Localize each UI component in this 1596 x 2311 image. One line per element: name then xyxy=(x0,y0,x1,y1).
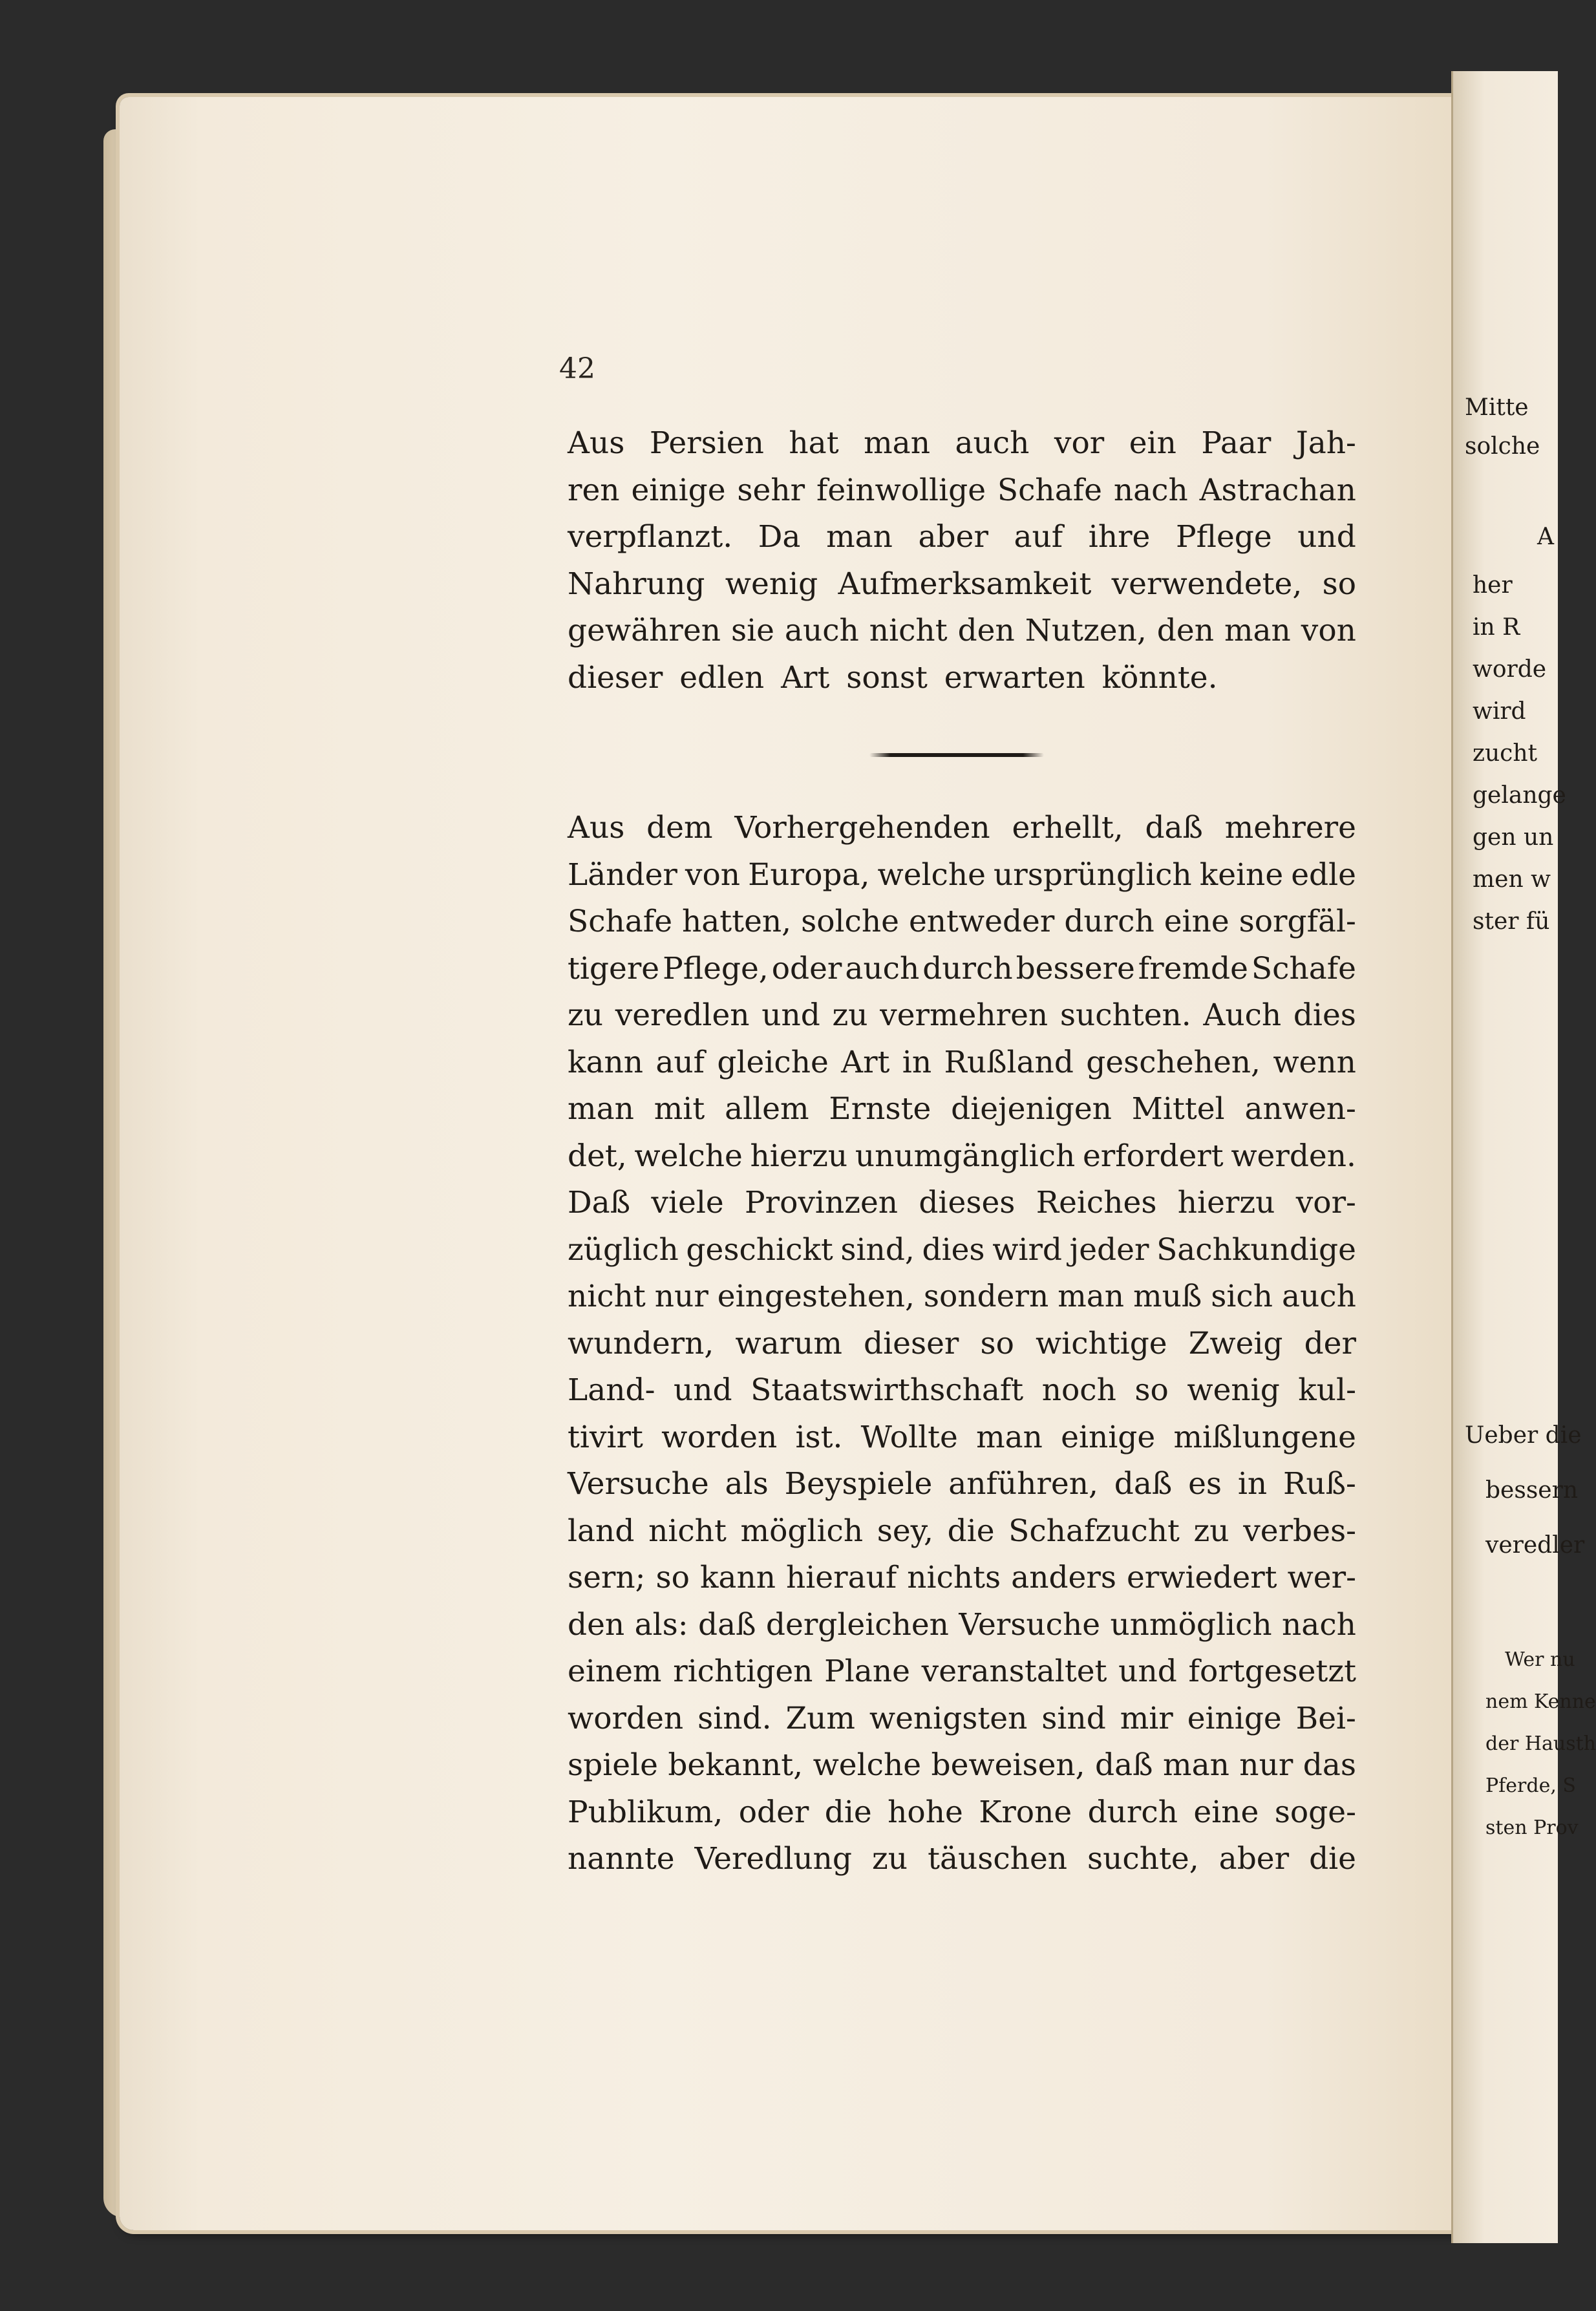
word: nichts xyxy=(907,1560,1001,1595)
word: Zweig xyxy=(1188,1325,1283,1361)
word: edle xyxy=(1291,857,1356,893)
word: durch xyxy=(1087,1794,1178,1830)
word: dies xyxy=(922,1231,985,1268)
word: nicht xyxy=(869,613,948,648)
word: auch xyxy=(955,425,1030,461)
word: zu xyxy=(832,997,868,1033)
word: hierzu xyxy=(1177,1185,1275,1220)
facing-page-fragment: sten Prov xyxy=(1485,1816,1579,1839)
word: daß xyxy=(1145,810,1203,846)
word: dem xyxy=(646,810,713,846)
word: in xyxy=(902,1044,932,1080)
word: viele xyxy=(651,1185,724,1220)
facing-page-fragment: zucht xyxy=(1473,740,1537,767)
word: fortgesetzt xyxy=(1188,1654,1356,1689)
word: soge- xyxy=(1274,1794,1356,1830)
word: Bei- xyxy=(1295,1700,1356,1736)
word: vermehren xyxy=(880,997,1048,1033)
word: erhellt, xyxy=(1012,810,1123,846)
word: nach xyxy=(1113,472,1188,508)
word: kann xyxy=(699,1560,776,1595)
word: veredlen xyxy=(615,997,750,1033)
word: sich xyxy=(1211,1279,1273,1314)
word: so xyxy=(980,1325,1014,1361)
word: Rußland xyxy=(944,1044,1074,1080)
section-divider xyxy=(869,753,1044,757)
word: sondern xyxy=(923,1279,1049,1314)
facing-page-fragment: Wer nu xyxy=(1505,1648,1575,1671)
text-line xyxy=(568,1602,1356,1649)
word: man xyxy=(1224,613,1291,648)
word: Daß xyxy=(568,1185,631,1220)
word: dieses xyxy=(919,1185,1016,1220)
word: einige xyxy=(1187,1700,1282,1736)
word: worden xyxy=(568,1700,684,1736)
word: ein xyxy=(1129,425,1176,461)
word: Zum xyxy=(785,1700,855,1736)
facing-page-fragment: gelange xyxy=(1473,782,1566,809)
text-line xyxy=(568,1555,1356,1602)
text-line xyxy=(568,420,1356,467)
word: gleiche xyxy=(717,1044,829,1080)
word: oder xyxy=(738,1794,809,1830)
text-line xyxy=(568,1414,1356,1462)
word: als xyxy=(725,1466,769,1502)
facing-page-fragment: gen un xyxy=(1473,824,1554,851)
word: die xyxy=(824,1794,872,1830)
word: solche xyxy=(801,904,899,939)
word: Schafe xyxy=(568,904,673,939)
word: man xyxy=(864,425,930,461)
word: diejenigen xyxy=(951,1091,1112,1127)
word: Land- xyxy=(568,1372,655,1408)
word: Schafe xyxy=(1251,950,1356,986)
word: sonst xyxy=(846,659,928,696)
text-line xyxy=(568,1648,1356,1696)
word: kul- xyxy=(1298,1372,1356,1408)
word: Publikum, xyxy=(568,1794,723,1830)
word: kann xyxy=(568,1044,644,1080)
word: feinwollige xyxy=(816,472,986,508)
word: sind, xyxy=(840,1231,915,1268)
word: züglich xyxy=(568,1231,679,1268)
text-line xyxy=(568,561,1356,608)
word: als: xyxy=(634,1606,688,1643)
word: Versuche xyxy=(568,1466,709,1502)
facing-page-fragment: der Hausth xyxy=(1485,1732,1596,1755)
word: gewähren xyxy=(568,613,721,648)
word: Persien xyxy=(649,425,764,461)
word: auch xyxy=(1282,1279,1356,1314)
word: die xyxy=(947,1513,995,1549)
word: durch xyxy=(922,950,1013,986)
text-line xyxy=(568,1836,1356,1883)
word: zu xyxy=(1193,1513,1229,1549)
word: es xyxy=(1188,1466,1222,1502)
facing-page-fragment: worde xyxy=(1473,656,1547,683)
word: suchten. xyxy=(1059,997,1191,1033)
word: Aufmerksamkeit xyxy=(838,566,1092,602)
word: geschickt xyxy=(686,1231,833,1268)
word: die xyxy=(1309,1841,1356,1877)
word: Paar xyxy=(1201,425,1271,461)
word: hierauf xyxy=(785,1560,897,1595)
word: daß xyxy=(1095,1747,1153,1783)
text-line xyxy=(568,852,1356,899)
word: anders xyxy=(1011,1560,1116,1595)
word: zu xyxy=(568,997,604,1033)
facing-page-fragment: ster fü xyxy=(1473,908,1550,935)
facing-page-fragment: nem Kenne xyxy=(1485,1690,1596,1713)
text-line xyxy=(568,1367,1356,1414)
word: auf xyxy=(1014,519,1063,555)
word: Schafzucht xyxy=(1008,1513,1180,1549)
word: könnte. xyxy=(1101,659,1218,696)
word: worden xyxy=(661,1419,778,1455)
word: man xyxy=(1163,1747,1229,1783)
word: keine xyxy=(1199,857,1284,893)
word: von xyxy=(1301,613,1356,648)
word: und xyxy=(674,1372,732,1408)
facing-page-fragment: veredler xyxy=(1485,1532,1585,1559)
word: Sachkundige xyxy=(1156,1231,1356,1268)
word: unumgänglich xyxy=(855,1138,1076,1174)
word: mißlungene xyxy=(1173,1419,1356,1455)
word: erfordert xyxy=(1082,1138,1224,1174)
word: in xyxy=(1237,1466,1268,1502)
word: sorgfäl- xyxy=(1239,904,1356,939)
word: Krone xyxy=(979,1794,1072,1830)
text-line xyxy=(568,992,1356,1039)
facing-page-fragment: Pferde, S xyxy=(1485,1774,1576,1797)
word: erwiedert xyxy=(1126,1560,1277,1595)
word: muß xyxy=(1133,1279,1202,1314)
word: Nahrung xyxy=(568,566,705,602)
word: Jah- xyxy=(1295,425,1356,461)
word: dergleichen xyxy=(765,1606,949,1643)
word: auf xyxy=(655,1044,705,1080)
word: erwarten xyxy=(944,659,1085,696)
facing-page-fragment: bessern xyxy=(1485,1477,1578,1504)
word: verbes- xyxy=(1243,1513,1356,1549)
word: man xyxy=(568,1091,634,1127)
word: Aus xyxy=(568,425,625,461)
word: sern; xyxy=(568,1560,646,1595)
word: nur xyxy=(1239,1747,1293,1783)
word: daß xyxy=(1114,1466,1173,1502)
word: eingestehen, xyxy=(717,1279,915,1314)
word: Reiches xyxy=(1036,1185,1157,1220)
word: richtigen xyxy=(673,1654,813,1689)
facing-page-fragment: solche xyxy=(1465,433,1540,460)
word: täuschen xyxy=(928,1841,1068,1877)
paragraph-1 xyxy=(568,420,1356,701)
word: entweder xyxy=(908,904,1055,939)
word: auch xyxy=(784,613,859,648)
word: Art xyxy=(781,659,830,696)
paragraph-2 xyxy=(568,805,1356,1883)
word: wichtige xyxy=(1035,1325,1167,1361)
word: Pflege xyxy=(1175,519,1272,555)
word: welche xyxy=(877,857,986,893)
word: suchte, xyxy=(1087,1841,1199,1877)
word: jeder xyxy=(1069,1231,1149,1268)
word: edlen xyxy=(679,659,765,696)
word: wenig xyxy=(1187,1372,1280,1408)
word: hatten, xyxy=(682,904,792,939)
word: Plane xyxy=(824,1654,910,1689)
word: Versuche xyxy=(959,1606,1101,1643)
word: Beyspiele xyxy=(784,1466,933,1502)
word: wer- xyxy=(1287,1560,1356,1595)
word: beweisen, xyxy=(931,1747,1085,1783)
word: man xyxy=(1058,1279,1125,1314)
word: sey, xyxy=(877,1513,933,1549)
word: fremde xyxy=(1138,950,1248,986)
text-line xyxy=(568,1461,1356,1508)
facing-page-fragment: wird xyxy=(1473,698,1526,725)
text-line xyxy=(568,1321,1356,1368)
text-line xyxy=(568,467,1356,515)
word: ist. xyxy=(795,1419,843,1455)
text-line xyxy=(568,655,1356,702)
word: nannte xyxy=(568,1841,675,1877)
word: sehr xyxy=(737,472,805,508)
word: vor xyxy=(1054,425,1105,461)
facing-page-fragment: in R xyxy=(1473,614,1520,641)
text-line xyxy=(568,1273,1356,1321)
word: geschehen, xyxy=(1086,1044,1261,1080)
word: nicht xyxy=(648,1513,727,1549)
word: Auch xyxy=(1203,997,1282,1033)
word: spiele xyxy=(568,1747,658,1783)
facing-page-fragment: A xyxy=(1537,524,1554,550)
word: Staatswirthschaft xyxy=(750,1372,1024,1408)
word: daß xyxy=(698,1606,756,1643)
word: aber xyxy=(918,519,988,555)
facing-page-fragment: men w xyxy=(1473,866,1551,893)
word: so xyxy=(655,1560,690,1595)
word: Länder xyxy=(568,857,677,893)
word: Vorhergehenden xyxy=(734,810,990,846)
text-line xyxy=(568,899,1356,946)
word: welche xyxy=(813,1747,922,1783)
word: verwendete, xyxy=(1111,566,1303,602)
word: möglich xyxy=(740,1513,864,1549)
text-line xyxy=(568,1180,1356,1227)
text-line xyxy=(568,1742,1356,1789)
word: von xyxy=(685,857,741,893)
word: man xyxy=(976,1419,1043,1455)
word: tivirt xyxy=(568,1419,643,1455)
text-line xyxy=(568,1039,1356,1087)
word: anführen, xyxy=(948,1466,1098,1502)
word: oder xyxy=(771,950,842,986)
word: zu xyxy=(872,1841,908,1877)
page-number: 42 xyxy=(559,352,595,385)
word: anwen- xyxy=(1244,1091,1356,1127)
text-line xyxy=(568,805,1356,852)
word: man xyxy=(826,519,893,555)
word: Europa, xyxy=(748,857,870,893)
text-line xyxy=(568,1086,1356,1133)
facing-page-fragment: Mitte xyxy=(1465,394,1529,421)
word: wenig xyxy=(725,566,818,602)
word: so xyxy=(1134,1372,1169,1408)
word: hohe xyxy=(888,1794,963,1830)
word: ursprünglich xyxy=(994,857,1192,893)
word: land xyxy=(568,1513,635,1549)
word: mehrere xyxy=(1224,810,1356,846)
word: Mittel xyxy=(1131,1091,1225,1127)
word: Pflege, xyxy=(663,950,769,986)
word: Da xyxy=(758,519,801,555)
text-line xyxy=(568,1508,1356,1555)
word: allem xyxy=(725,1091,809,1127)
word: dieser xyxy=(864,1325,959,1361)
text-line xyxy=(568,946,1356,993)
word: einem xyxy=(568,1654,662,1689)
word: aber xyxy=(1218,1841,1290,1877)
word: mir xyxy=(1120,1700,1173,1736)
word: und xyxy=(1118,1654,1177,1689)
word: welche xyxy=(634,1138,743,1174)
word: nur xyxy=(654,1279,708,1314)
word: warum xyxy=(735,1325,842,1361)
word: nicht xyxy=(568,1279,646,1314)
word: ihre xyxy=(1088,519,1151,555)
word: noch xyxy=(1041,1372,1116,1408)
word: durch xyxy=(1064,904,1154,939)
word: einige xyxy=(1061,1419,1156,1455)
facing-page-fragment: her xyxy=(1473,572,1513,599)
word: verpflanzt. xyxy=(568,519,733,555)
word: den xyxy=(957,613,1015,648)
word: tigere xyxy=(568,950,660,986)
text-line xyxy=(568,608,1356,655)
word: Veredlung xyxy=(694,1841,853,1877)
word: und xyxy=(1297,519,1356,555)
word: Aus xyxy=(568,810,625,846)
word: Schafe xyxy=(997,472,1102,508)
word: Provinzen xyxy=(744,1185,899,1220)
text-line xyxy=(568,1133,1356,1180)
word: werden. xyxy=(1231,1138,1356,1174)
word: eine xyxy=(1164,904,1229,939)
word: so xyxy=(1322,566,1356,602)
word: vor- xyxy=(1295,1185,1356,1220)
word: hat xyxy=(789,425,839,461)
facing-page-fragment: Ueber die xyxy=(1465,1422,1582,1449)
word: wundern, xyxy=(568,1325,714,1361)
word: Astrachan xyxy=(1199,472,1356,508)
text-line xyxy=(568,514,1356,561)
word: det, xyxy=(568,1138,627,1174)
word: mit xyxy=(654,1091,705,1127)
word: Ruß- xyxy=(1283,1466,1356,1502)
word: sind xyxy=(1041,1700,1106,1736)
word: veranstaltet xyxy=(921,1654,1107,1689)
word: und xyxy=(761,997,820,1033)
word: Wollte xyxy=(860,1419,958,1455)
word: ren xyxy=(568,472,620,508)
word: dieser xyxy=(568,659,663,696)
word: hierzu xyxy=(750,1138,848,1174)
word: wenigsten xyxy=(869,1700,1028,1736)
word: der xyxy=(1304,1325,1356,1361)
word: dies xyxy=(1293,997,1356,1033)
word: eine xyxy=(1193,1794,1259,1830)
facing-page xyxy=(1451,71,1596,2243)
word: bekannt, xyxy=(668,1747,803,1783)
word: Art xyxy=(841,1044,890,1080)
word: auch xyxy=(845,950,920,986)
word: Nutzen, xyxy=(1025,613,1147,648)
word: wird xyxy=(992,1231,1063,1268)
text-line xyxy=(568,1227,1356,1274)
word: einige xyxy=(631,472,726,508)
word: Ernste xyxy=(829,1091,931,1127)
word: den xyxy=(568,1606,625,1643)
word: sind. xyxy=(697,1700,772,1736)
text-line xyxy=(568,1789,1356,1837)
word: den xyxy=(1156,613,1214,648)
word: nach xyxy=(1282,1606,1356,1643)
word: das xyxy=(1303,1747,1356,1783)
word: sie xyxy=(730,613,774,648)
text-line xyxy=(568,1696,1356,1743)
word: wenn xyxy=(1273,1044,1356,1080)
word: bessere xyxy=(1016,950,1135,986)
word: unmöglich xyxy=(1110,1606,1272,1643)
